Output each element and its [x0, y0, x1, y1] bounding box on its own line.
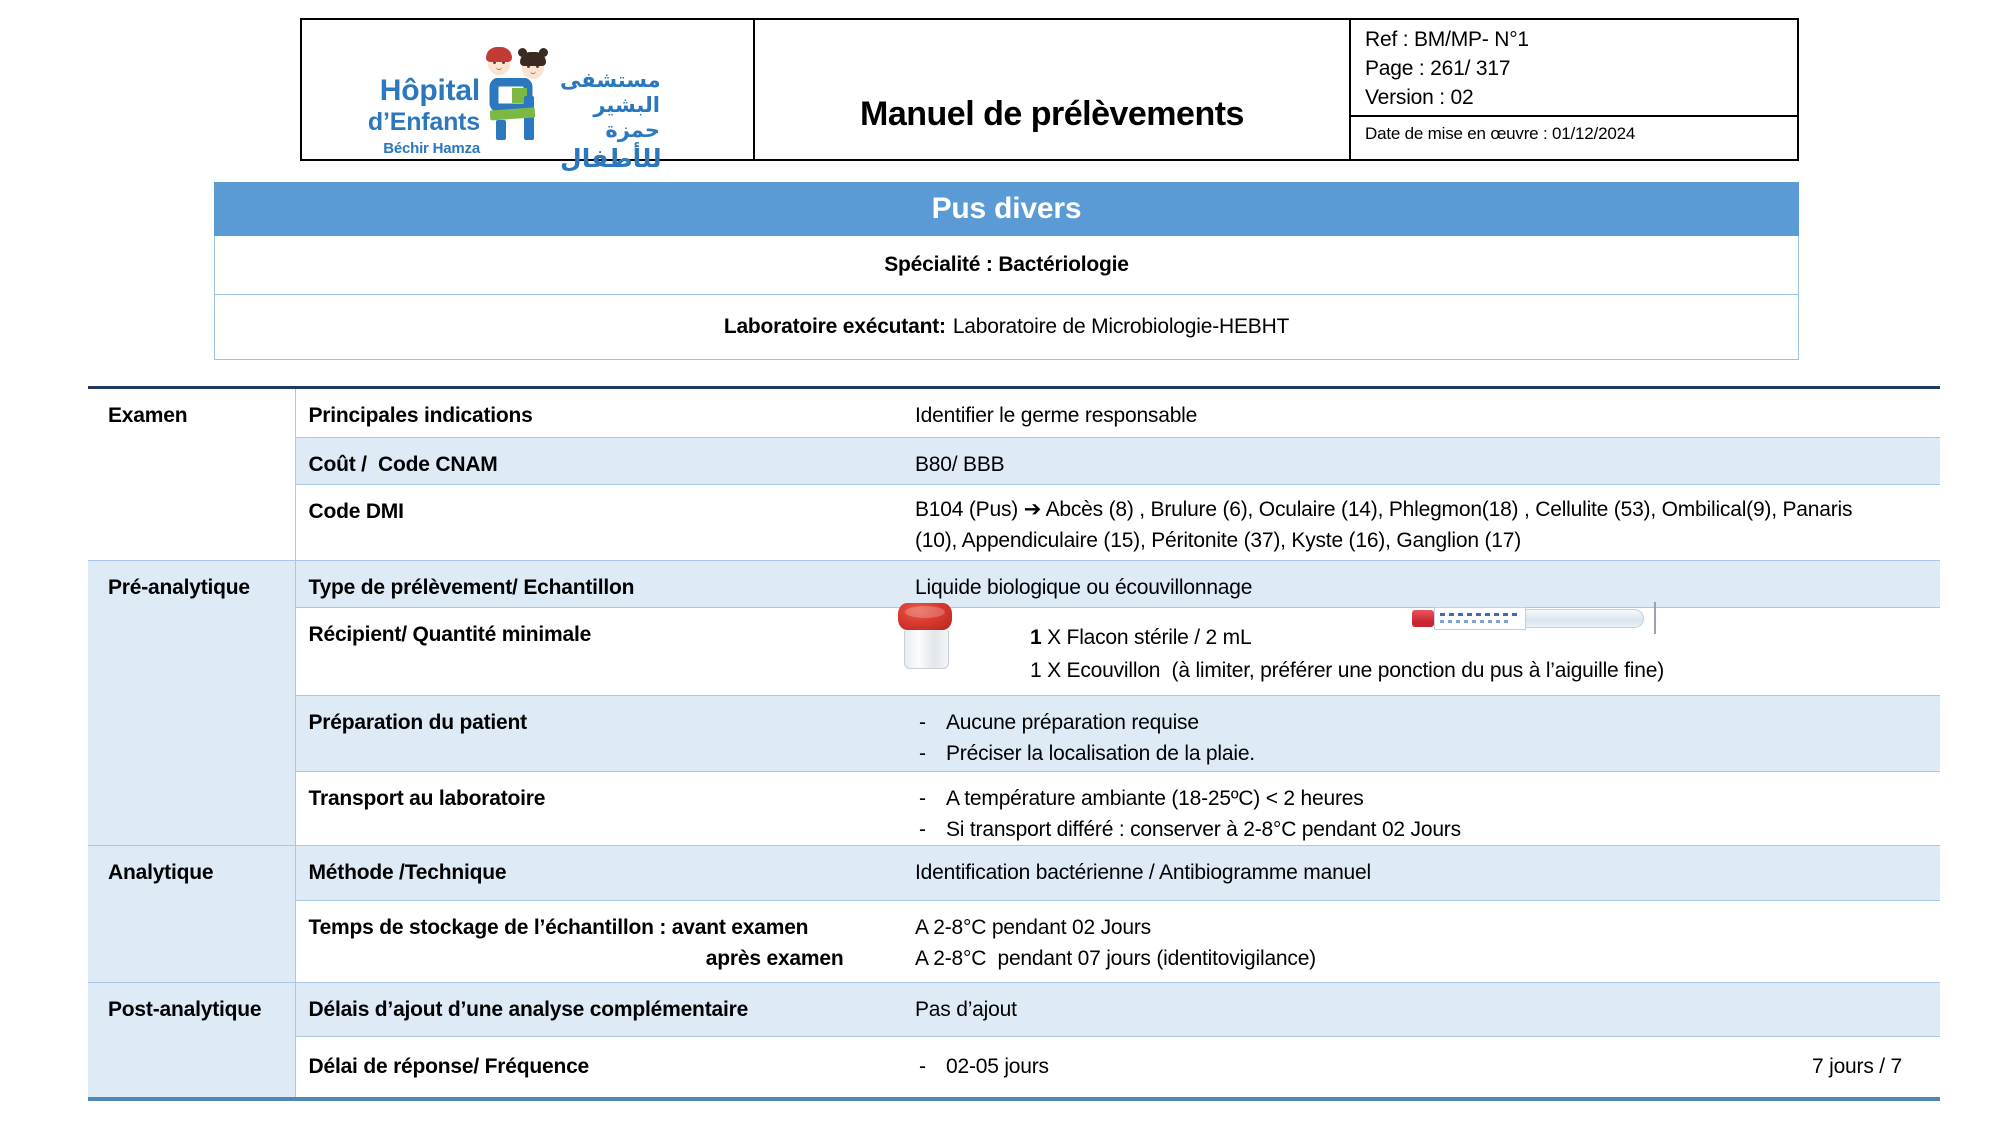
document-title: Manuel de prélèvements: [860, 94, 1244, 133]
container-red-cap: [898, 603, 952, 630]
container-body: [904, 630, 949, 669]
swab-tube-body: [1526, 609, 1644, 628]
list-item: - 02-05 jours: [919, 1055, 1049, 1078]
document-title-cell: [755, 20, 1351, 159]
specialty-row: Spécialité : Bactériologie: [215, 236, 1798, 295]
section-pre-analytique: Pré-analytique: [88, 561, 295, 846]
specimen-info-table: [88, 386, 1940, 1101]
hospital-logo-mark: [488, 78, 548, 145]
indications-value: Identifier le germe responsable: [905, 388, 1940, 438]
list-item: - A température ambiante (18-25ºC) < 2 heures: [919, 787, 1364, 810]
methode-label: Méthode /Technique: [295, 846, 905, 901]
table-row: [88, 846, 1940, 901]
stockage-value: A 2-8°C pendant 02 Jours A 2-8°C pendant 07 jours (identitovigilance): [905, 901, 1940, 983]
code-dmi-label: Code DMI: [295, 485, 905, 561]
table-row: [88, 901, 1940, 983]
swab-red-cap: [1412, 610, 1434, 627]
recipient-line-ecouvillon: 1 X Ecouvillon (à limiter, préférer une ponction du pus à l’aiguille fine): [1030, 659, 1665, 682]
table-row: [88, 772, 1940, 846]
stockage-label: Temps de stockage de l’échantillon : avant examen après examen: [295, 901, 905, 983]
effective-date: Date de mise en œuvre : 01/12/2024: [1365, 124, 1636, 143]
delais-ajout-value: Pas d’ajout: [905, 983, 1940, 1037]
swab-label: [1434, 607, 1526, 630]
ref-number: Ref : BM/MP- N°1: [1365, 28, 1529, 51]
logo-text-bechir-hamza: Béchir Hamza: [383, 140, 480, 157]
indications-label: Principales indications: [295, 388, 905, 438]
page-number: Page : 261/ 317: [1365, 57, 1511, 80]
methode-value: Identification bactérienne / Antibiogramme manuel: [905, 846, 1940, 901]
hospital-logo: [302, 20, 755, 173]
analysis-banner-block: [214, 182, 1799, 360]
table-row: [88, 1037, 1940, 1099]
executing-lab-row: [215, 295, 1798, 359]
document-header: [300, 18, 1799, 173]
recipient-line-flacon: 1 X Flacon stérile / 2 mL: [1030, 626, 1252, 649]
table-row: [88, 561, 1940, 608]
table-row: [88, 608, 1940, 696]
cout-cnam-value: B80/ BBB: [905, 438, 1940, 485]
list-item: - Préciser la localisation de la plaie.: [919, 742, 1255, 765]
hospital-name-arabic: مستشفى البشير حمزة للأطفال: [560, 69, 662, 173]
boy-face-icon: [486, 47, 512, 79]
section-examen: Examen: [88, 388, 295, 561]
delai-reponse-label: Délai de réponse/ Fréquence: [295, 1037, 905, 1099]
specimen-container-image: [894, 600, 958, 672]
delais-ajout-label: Délais d’ajout d’une analyse complémentaire: [295, 983, 905, 1037]
section-analytique: Analytique: [88, 846, 295, 983]
table-row: [88, 485, 1940, 561]
transport-label: Transport au laboratoire: [295, 772, 905, 846]
preparation-value: [905, 696, 1940, 772]
cout-cnam-label: Coût / Code CNAM: [295, 438, 905, 485]
logo-text-hopital: Hôpital: [379, 74, 480, 107]
recipient-label: Récipient/ Quantité minimale: [295, 608, 905, 696]
table-row: [88, 438, 1940, 485]
arrow-right-icon: ➔: [1023, 498, 1042, 521]
code-dmi-value: B104 (Pus) ➔ Abcès (8) , Brulure (6), Oculaire (14), Phlegmon(18) , Cellulite (53), Ombilical(9), Panaris (10), Appendiculaire (15), Péritonite (37), Kyste (16), Ganglion (17): [905, 485, 1940, 561]
transport-value: [905, 772, 1940, 846]
table-row: [88, 388, 1940, 438]
list-item: - Aucune préparation requise: [919, 711, 1199, 734]
frequency-value: 7 jours / 7: [1811, 1055, 1902, 1078]
table-row: [88, 696, 1940, 772]
analysis-title-band: Pus divers: [214, 182, 1799, 236]
section-post-analytique: Post-analytique: [88, 983, 295, 1099]
hospital-name-french: [368, 76, 480, 156]
executing-lab-value: Laboratoire de Microbiologie-HEBHT: [952, 315, 1290, 338]
table-row: [88, 983, 1940, 1037]
list-item: - Si transport différé : conserver à 2-8°C pendant 02 Jours: [919, 818, 1461, 841]
swab-image: [1412, 602, 1660, 634]
preparation-label: Préparation du patient: [295, 696, 905, 772]
type-prelevement-label: Type de prélèvement/ Echantillon: [295, 561, 905, 608]
version-number: Version : 02: [1365, 86, 1474, 109]
delai-reponse-value: [905, 1037, 1940, 1099]
type-prelevement-value: Liquide biologique ou écouvillonnage: [905, 561, 1940, 608]
logo-text-enfants: d’Enfants: [367, 108, 480, 136]
executing-lab-label: Laboratoire exécutant:: [723, 315, 946, 338]
swab-image-edge: [1654, 602, 1656, 634]
reference-box: [1351, 20, 1797, 159]
